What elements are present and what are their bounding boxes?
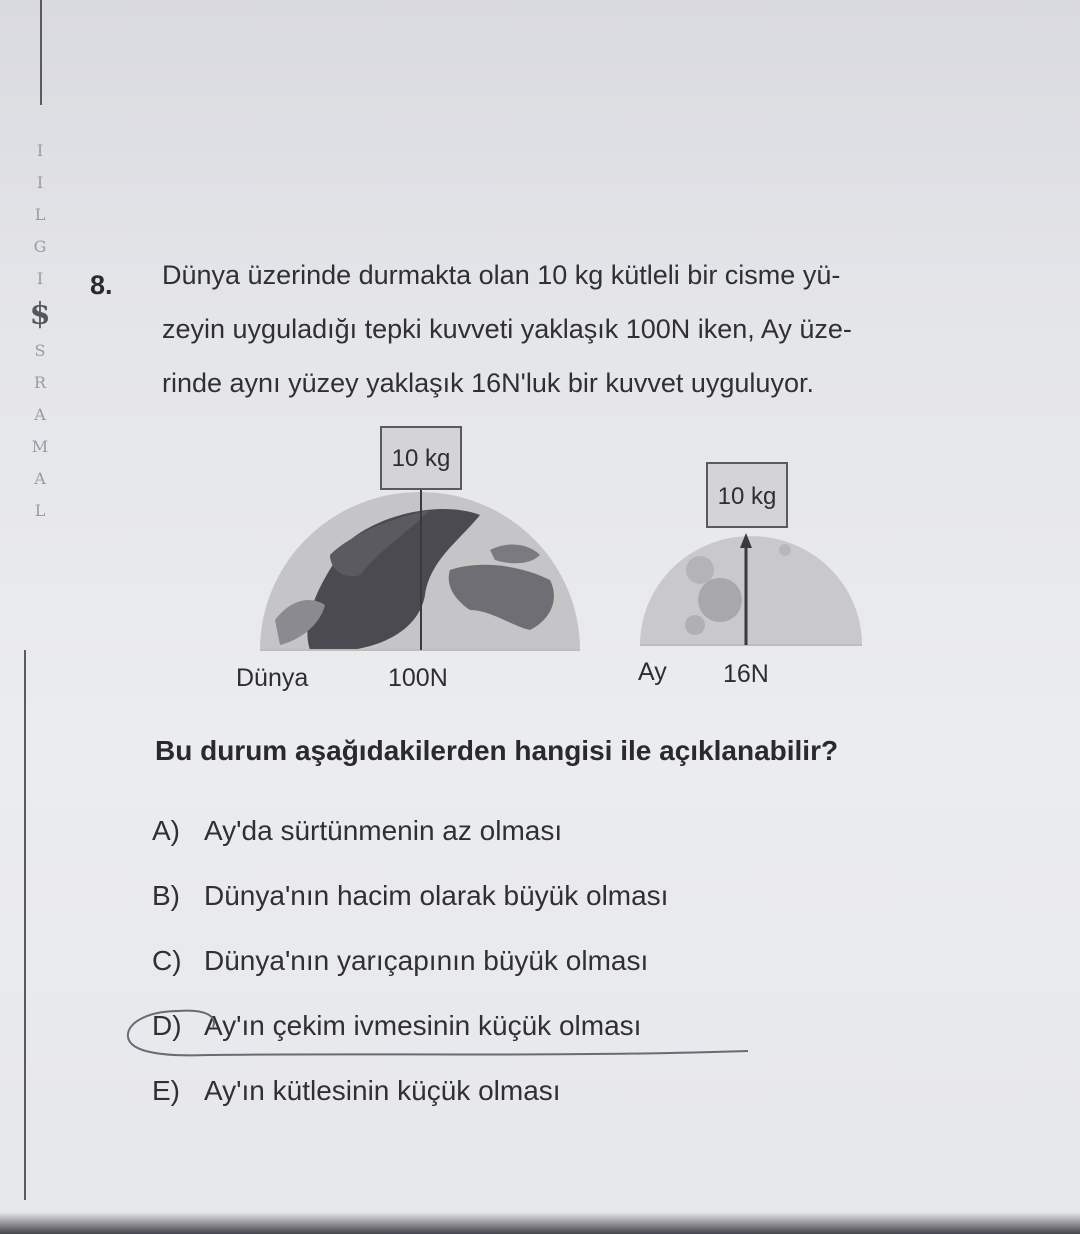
margin-letter: L — [34, 205, 46, 224]
answer-circle-mark-icon — [118, 1003, 758, 1065]
margin-letter: I — [36, 173, 44, 192]
option-text: Ay'da sürtünmenin az olması — [204, 815, 563, 846]
moon-mass-box: 10 kg — [706, 462, 788, 528]
bottom-edge-shadow — [0, 1212, 1080, 1234]
publisher-logo: $ — [29, 297, 51, 332]
question-number: 8. — [90, 270, 113, 300]
question-prompt: Bu durum aşağıdakilerden hangisi ile açıklanabilir? — [155, 735, 839, 766]
margin-letter: A — [34, 469, 46, 488]
option-text: Ay'ın kütlesinin küçük olması — [204, 1075, 561, 1106]
margin-letter: G — [33, 237, 47, 256]
moon-force-label: 16N — [723, 660, 769, 688]
margin-letter: R — [33, 373, 47, 392]
option-letter: E) — [152, 1075, 180, 1106]
question-line: zeyin uyguladığı tepki kuvveti yaklaşık 100N iken, Ay üze- — [162, 314, 852, 344]
margin-letter: M — [31, 437, 49, 456]
option-letter: B) — [152, 880, 180, 911]
option-letter: A) — [152, 815, 180, 846]
option-letter: D) — [152, 1010, 182, 1041]
earth-mass-box: 10 kg — [380, 426, 462, 490]
margin-rule-top — [40, 0, 42, 105]
question-line: rinde aynı yüzey yaklaşık 16N'luk bir kuvvet uyguluyor. — [162, 368, 814, 398]
margin-logo-letters — [20, 135, 60, 527]
moon-label: Ay — [638, 658, 667, 686]
earth-force-label: 100N — [388, 664, 448, 692]
earth-globe-icon — [260, 488, 580, 650]
option-c[interactable] — [152, 945, 668, 1010]
margin-letter: L — [34, 501, 46, 520]
answer-options — [152, 815, 668, 1140]
option-b[interactable] — [152, 880, 668, 945]
margin-letter: A — [34, 405, 46, 424]
question-line: Dünya üzerinde durmakta olan 10 kg kütleli bir cisme yü- — [162, 260, 841, 290]
margin-rule-bottom — [24, 650, 26, 1200]
question-text — [162, 248, 1012, 410]
margin-letter: I — [36, 269, 44, 288]
earth-moon-figure — [230, 420, 890, 710]
option-text: Ay'ın çekim ivmesinin küçük olması — [204, 1010, 642, 1041]
option-text: Dünya'nın hacim olarak büyük olması — [204, 880, 669, 911]
option-a[interactable] — [152, 815, 668, 880]
margin-letter: S — [34, 341, 46, 360]
figure-drawing — [230, 420, 890, 710]
option-letter: C) — [152, 945, 182, 976]
option-text: Dünya'nın yarıçapının büyük olması — [204, 945, 649, 976]
margin-letter: I — [36, 141, 44, 160]
moon-disc-icon — [640, 533, 862, 645]
earth-label: Dünya — [236, 664, 309, 692]
option-e[interactable] — [152, 1075, 668, 1140]
